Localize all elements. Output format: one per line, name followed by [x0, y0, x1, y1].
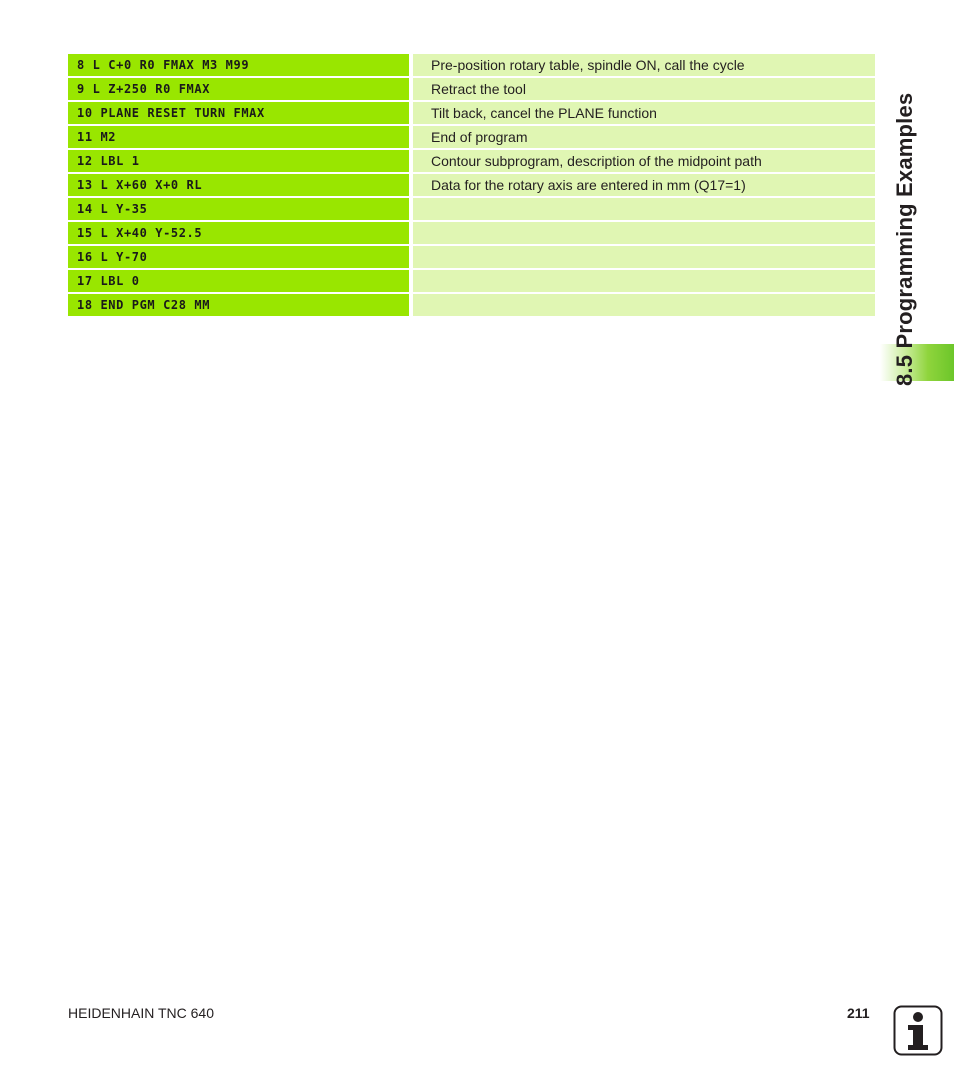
line-description — [413, 294, 875, 316]
program-line — [68, 270, 875, 292]
nc-code: 13 L X+60 X+0 RL — [68, 174, 409, 196]
nc-code: 11 M2 — [68, 126, 409, 148]
line-description: Pre-position rotary table, spindle ON, call the cycle — [413, 54, 875, 76]
line-description: Data for the rotary axis are entered in mm (Q17=1) — [413, 174, 875, 196]
program-line — [68, 102, 875, 124]
nc-code: 17 LBL 0 — [68, 270, 409, 292]
nc-code: 10 PLANE RESET TURN FMAX — [68, 102, 409, 124]
nc-code: 12 LBL 1 — [68, 150, 409, 172]
info-icon — [893, 1005, 943, 1056]
nc-code: 18 END PGM C28 MM — [68, 294, 409, 316]
nc-code: 9 L Z+250 R0 FMAX — [68, 78, 409, 100]
line-description: Retract the tool — [413, 78, 875, 100]
line-description: End of program — [413, 126, 875, 148]
line-description — [413, 246, 875, 268]
nc-code: 8 L C+0 R0 FMAX M3 M99 — [68, 54, 409, 76]
line-description — [413, 270, 875, 292]
nc-code: 15 L X+40 Y-52.5 — [68, 222, 409, 244]
program-line — [68, 246, 875, 268]
nc-code: 16 L Y-70 — [68, 246, 409, 268]
line-description — [413, 198, 875, 220]
program-line — [68, 222, 875, 244]
program-line — [68, 150, 875, 172]
section-title: 8.5 Programming Examples — [892, 92, 917, 386]
program-listing-table — [68, 54, 875, 318]
line-description — [413, 222, 875, 244]
line-description: Tilt back, cancel the PLANE function — [413, 102, 875, 124]
program-line — [68, 294, 875, 316]
program-line — [68, 54, 875, 76]
program-line — [68, 126, 875, 148]
page-number: 211 — [847, 1005, 870, 1021]
program-line — [68, 198, 875, 220]
program-line — [68, 78, 875, 100]
program-line — [68, 174, 875, 196]
footer-product-name: HEIDENHAIN TNC 640 — [68, 1005, 215, 1021]
line-description: Contour subprogram, description of the midpoint path — [413, 150, 875, 172]
nc-code: 14 L Y-35 — [68, 198, 409, 220]
